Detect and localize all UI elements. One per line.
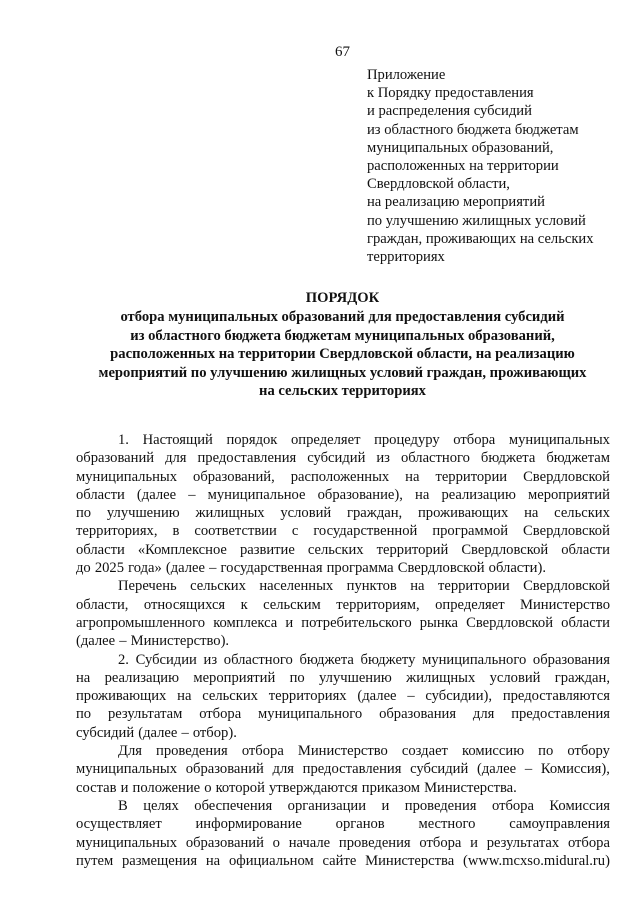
text-line: Перечень сельских населенных пунктов на территории Свердловской <box>118 578 610 595</box>
text-line: области «Комплексное развитие сельских территорий Свердловской области <box>76 541 610 558</box>
subtitle-line: из областного бюджета бюджетам муниципальных образований, <box>130 327 555 344</box>
appendix-line: муниципальных образований, <box>367 139 554 156</box>
text-line: муниципальных образований, расположенных на территории Свердловской <box>76 468 610 485</box>
text-line: образований для предоставления субсидий из областного бюджета бюджетам <box>76 450 610 467</box>
text-line: муниципальных образований о начале проведения отбора и результатах отбора <box>76 834 610 851</box>
text-line: 1. Настоящий порядок определяет процедуру отбора муниципальных <box>118 432 610 448</box>
text-line: агропромышленного комплекса и потребительского рынка Свердловской области <box>76 614 610 631</box>
text-line: области (далее – муниципальное образование), на реализацию мероприятий <box>76 486 610 503</box>
text-line: области, относящихся к сельским территориям, определяет Министерство <box>76 596 610 613</box>
text-line: субсидий (далее – отбор). <box>76 724 237 741</box>
appendix-line: расположенных на территории <box>367 158 559 175</box>
paragraph-3 <box>76 651 610 742</box>
appendix-line: и распределения субсидий <box>367 103 532 120</box>
document-body <box>76 431 610 870</box>
appendix-line: Приложение <box>367 67 446 83</box>
appendix-line: на реализацию мероприятий <box>367 194 545 211</box>
paragraph-5 <box>76 797 610 870</box>
subtitle-line: отбора муниципальных образований для предоставления субсидий <box>120 309 565 325</box>
paragraph-4 <box>76 742 610 797</box>
appendix-line: к Порядку предоставления <box>367 85 534 102</box>
text-line: В целях обеспечения организации и проведения отбора Комиссия <box>118 797 610 814</box>
text-line: до 2025 года» (далее – государственная программа Свердловской области). <box>76 560 546 577</box>
subtitle-line: мероприятий по улучшению жилищных условий граждан, проживающих <box>98 364 587 381</box>
appendix-line: территориях <box>367 249 445 266</box>
appendix-line: из областного бюджета бюджетам <box>367 121 579 138</box>
page-number: 67 <box>335 44 350 60</box>
text-line: Для проведения отбора Министерство создает комиссию по отбору <box>118 743 610 760</box>
subtitle-line: расположенных на территории Свердловской области, на реализацию <box>110 346 575 363</box>
document-subtitle <box>80 308 605 401</box>
text-line: проживающих на сельских территориях (далее – субсидии), предоставляются <box>76 688 610 705</box>
paragraph-1 <box>76 431 610 577</box>
appendix-line: граждан, проживающих на сельских <box>367 230 594 247</box>
text-line: осуществляет информирование органов местного самоуправления <box>76 816 610 833</box>
paragraph-2 <box>76 577 610 650</box>
appendix-line: по улучшению жилищных условий <box>367 212 586 229</box>
subtitle-line: на сельских территориях <box>259 383 426 400</box>
text-line: путем размещения на официальном сайте Министерства (www.mcxso.midural.ru) <box>76 852 610 869</box>
text-line: 2. Субсидии из областного бюджета бюджету муниципального образования <box>118 651 610 668</box>
text-line: (далее – Министерство). <box>76 633 230 650</box>
text-line: по результатам отбора муниципального образования для предоставления <box>76 706 610 723</box>
appendix-note <box>367 66 629 266</box>
appendix-line: Свердловской области, <box>367 176 510 193</box>
document-title: ПОРЯДОК <box>305 290 380 306</box>
text-line: состав и положение о которой утверждаются приказом Министерства. <box>76 779 517 796</box>
text-line: муниципальных образований для предоставления субсидий (далее – Комиссия), <box>76 761 610 778</box>
text-line: по улучшению жилищных условий граждан, проживающих на сельских <box>76 505 610 522</box>
text-line: территориях, в соответствии с государственной программой Свердловской <box>76 523 610 540</box>
text-line: на реализацию мероприятий по улучшению жилищных условий граждан, <box>76 669 610 686</box>
